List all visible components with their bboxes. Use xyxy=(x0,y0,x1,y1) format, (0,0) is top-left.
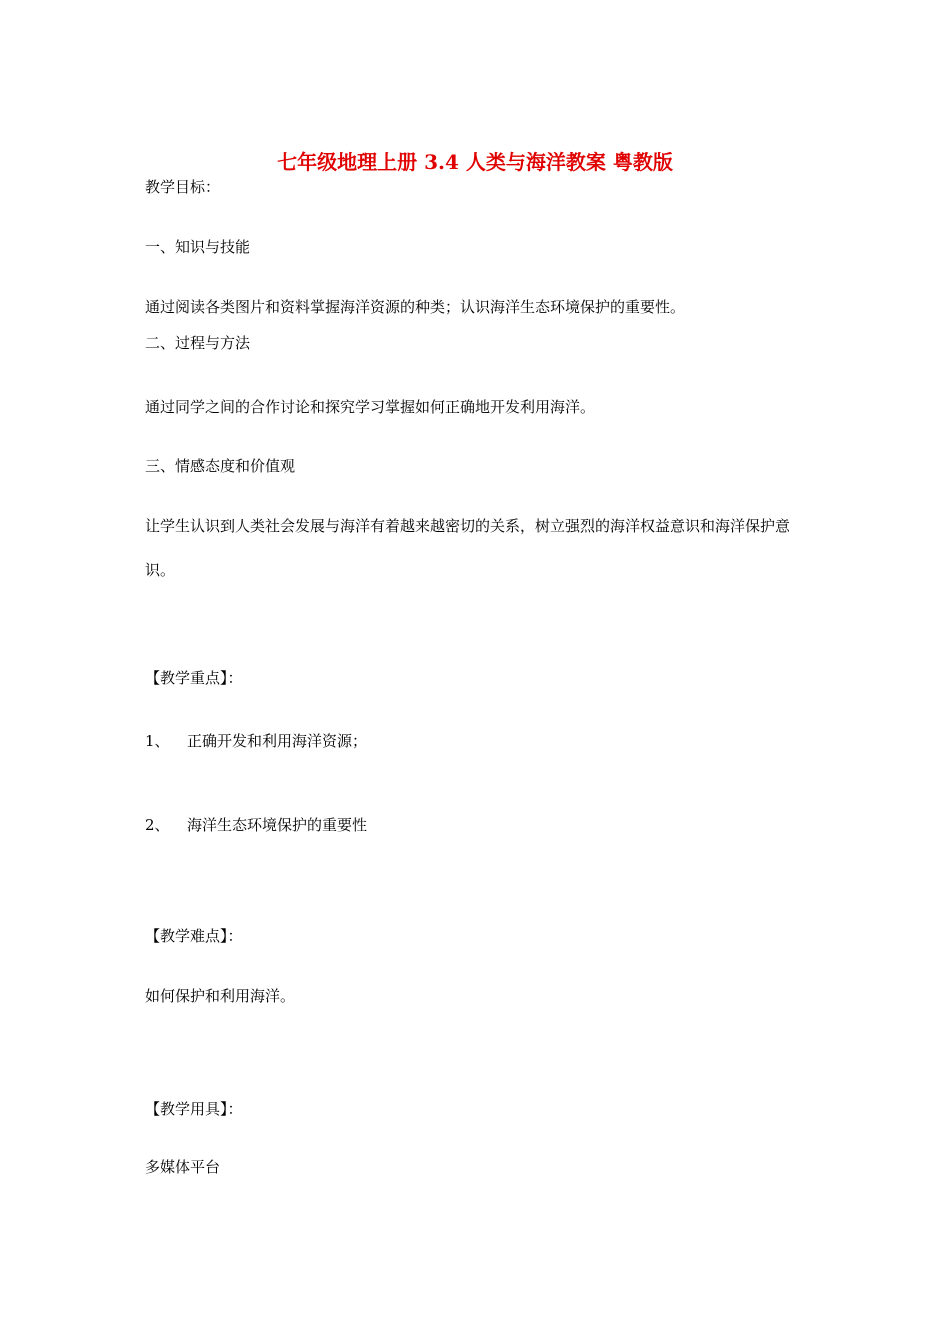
section1-text: 通过阅读各类图片和资料掌握海洋资源的种类；认识海洋生态环境保护的重要性。 xyxy=(145,298,686,316)
document-title: 七年级地理上册 3.4 人类与海洋教案 粤教版 xyxy=(277,150,673,174)
section3-heading: 三、情感态度和价值观 xyxy=(145,457,296,475)
section1-heading: 一、知识与技能 xyxy=(145,238,251,256)
key-points-heading: 【教学重点】： xyxy=(145,669,243,687)
tools-text: 多媒体平台 xyxy=(145,1158,221,1176)
list-item-text: 正确开发和利用海洋资源； xyxy=(187,732,368,750)
section2-text: 通过同学之间的合作讨论和探究学习掌握如何正确地开发利用海洋。 xyxy=(145,398,596,416)
tools-heading: 【教学用具】： xyxy=(145,1100,243,1118)
list-item-number: 1、 xyxy=(145,732,170,750)
section3-text: 让学生认识到人类社会发展与海洋有着越来越密切的关系，树立强烈的海洋权益意识和海洋保护意识。 xyxy=(145,517,791,579)
list-item-text: 海洋生态环境保护的重要性 xyxy=(187,816,368,834)
section2-heading: 二、过程与方法 xyxy=(145,334,251,352)
list-item xyxy=(145,814,367,836)
difficulty-heading: 【教学难点】： xyxy=(145,927,243,945)
objectives-heading: 教学目标： xyxy=(145,178,221,196)
list-item xyxy=(145,730,367,752)
difficulty-text: 如何保护和利用海洋。 xyxy=(145,987,296,1005)
list-item-number: 2、 xyxy=(145,816,170,834)
